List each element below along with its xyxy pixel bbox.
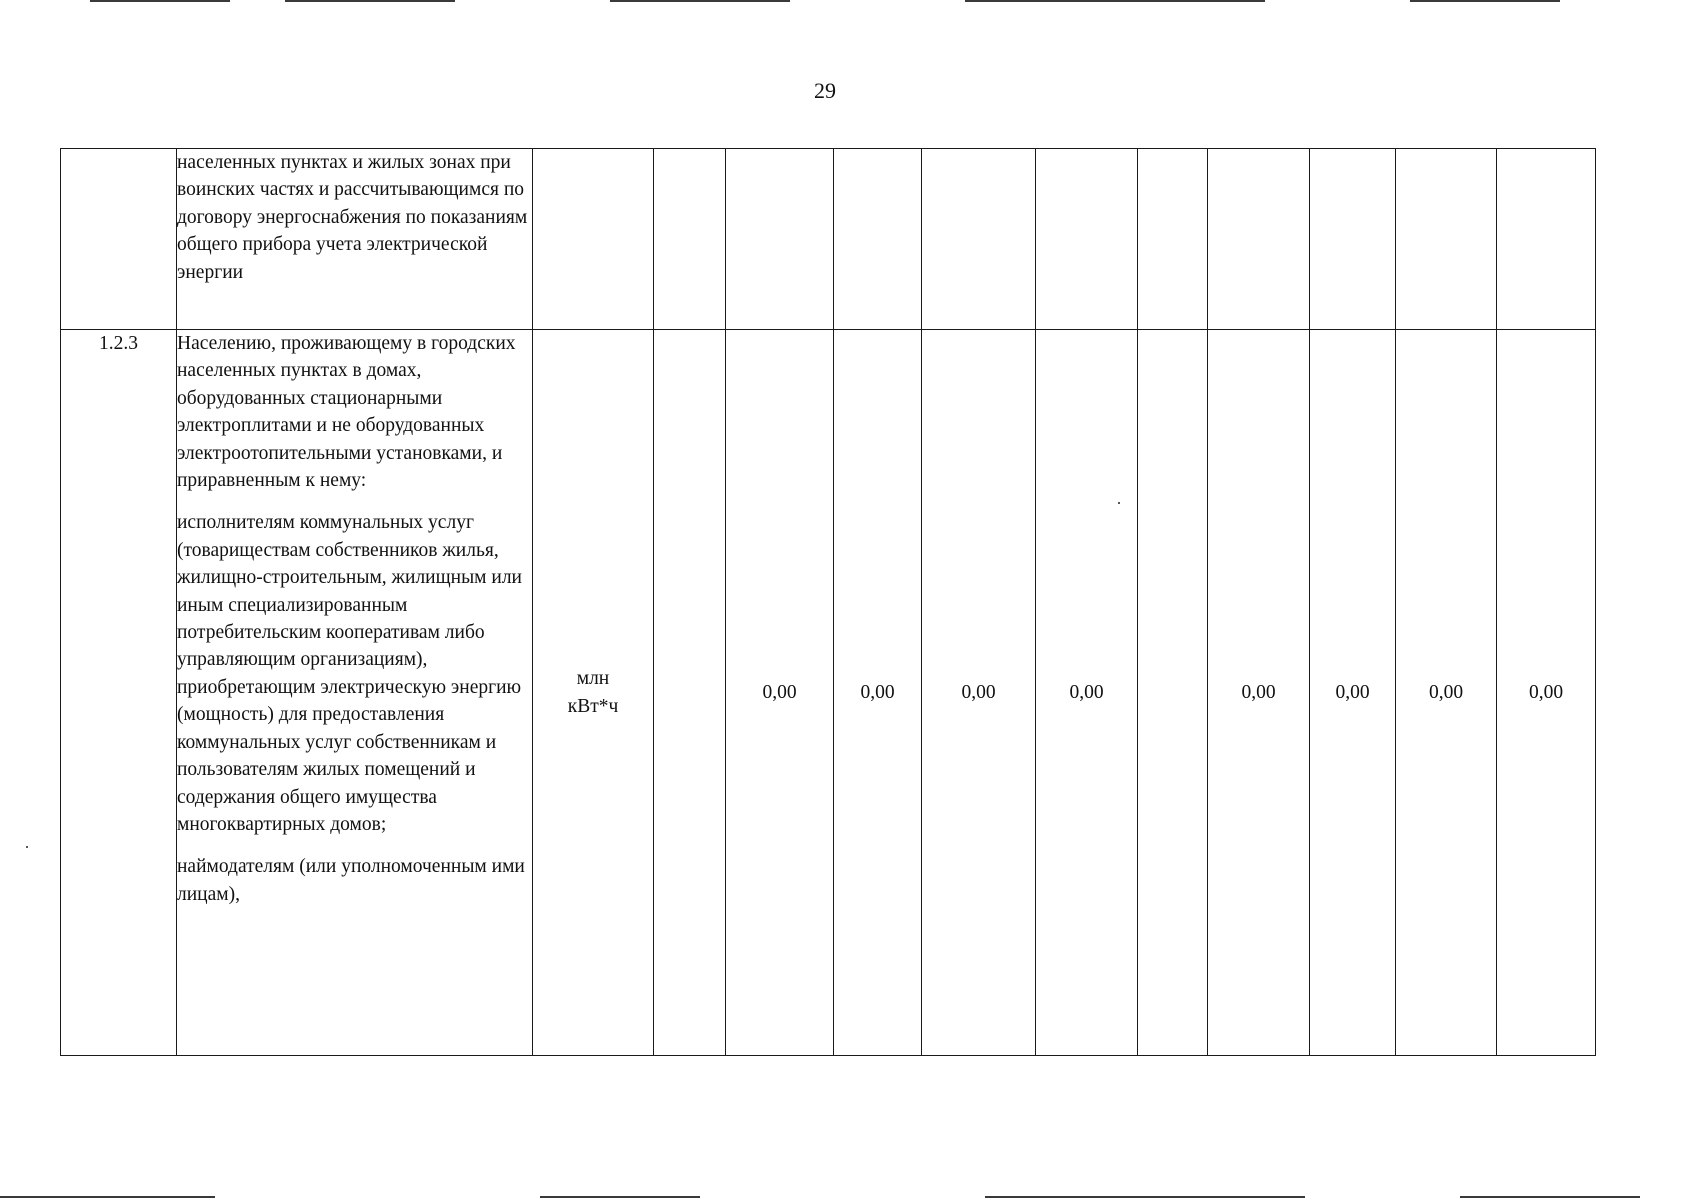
scan-dot — [26, 846, 28, 848]
scan-edge-line — [90, 0, 230, 2]
scan-edge-line — [0, 1196, 215, 1198]
value-cell: 0,00 — [1396, 330, 1497, 1056]
value-cell: 0,00 — [922, 330, 1036, 1056]
scan-edge-line — [1460, 1196, 1640, 1198]
scan-edge-line — [610, 0, 790, 2]
value-cell — [1497, 149, 1596, 330]
scan-edge-line — [985, 1196, 1305, 1198]
scan-edge-line — [285, 0, 455, 2]
row-number-cell — [61, 149, 177, 330]
value-cell: 0,00 — [834, 330, 922, 1056]
value-cell — [922, 149, 1036, 330]
value-cell: 0,00 — [1497, 330, 1596, 1056]
value-cell — [1138, 330, 1208, 1056]
value-cell — [834, 149, 922, 330]
page-number: 29 — [814, 78, 836, 103]
value-cell — [1396, 149, 1497, 330]
name-paragraph: наймодателям (или уполномоченным ими лицам), — [177, 856, 525, 905]
data-table — [60, 148, 1596, 1056]
name-paragraph: исполнителям коммунальных услуг (товариществам собственников жилья, жилищно-строительным, жилищным или иным специализированным потребительским кооперативам либо управляющим организациям), приобретающим электрическую энергию (мощность) для предоставления коммунальных услуг собственникам и пользователям жилых помещений и содержания общего имущества многоквартирных домов; — [177, 512, 522, 835]
row-number-cell: 1.2.3 — [61, 330, 177, 1056]
value-cell — [1138, 149, 1208, 330]
value-cell — [726, 149, 834, 330]
table-row — [61, 330, 1596, 1056]
value-cell — [1310, 149, 1396, 330]
value-cell: 0,00 — [1310, 330, 1396, 1056]
scan-edge-line — [1410, 0, 1560, 2]
value-cell — [654, 149, 726, 330]
value-cell: 0,00 — [1036, 330, 1138, 1056]
value-cell — [654, 330, 726, 1056]
unit-cell: млн кВт*ч — [533, 330, 654, 1056]
value-cell — [1036, 149, 1138, 330]
value-cell: 0,00 — [726, 330, 834, 1056]
value-cell: 0,00 — [1208, 330, 1310, 1056]
table-row — [61, 149, 1596, 330]
unit-cell — [533, 149, 654, 330]
row-name-cell — [177, 330, 533, 1056]
name-paragraph: Населению, проживающему в городских населенных пунктах в домах, оборудованных стационарными электроплитами и не оборудованных электроотопительными установками, и приравненным к нему: — [177, 333, 516, 492]
scan-edge-line — [540, 1196, 700, 1198]
scan-edge-line — [965, 0, 1265, 2]
name-paragraph: населенных пунктах и жилых зонах при воинских частях и рассчитывающимся по договору энергоснабжения по показаниям общего прибора учета электрической энергии — [177, 152, 528, 283]
row-name-cell — [177, 149, 533, 330]
value-cell — [1208, 149, 1310, 330]
